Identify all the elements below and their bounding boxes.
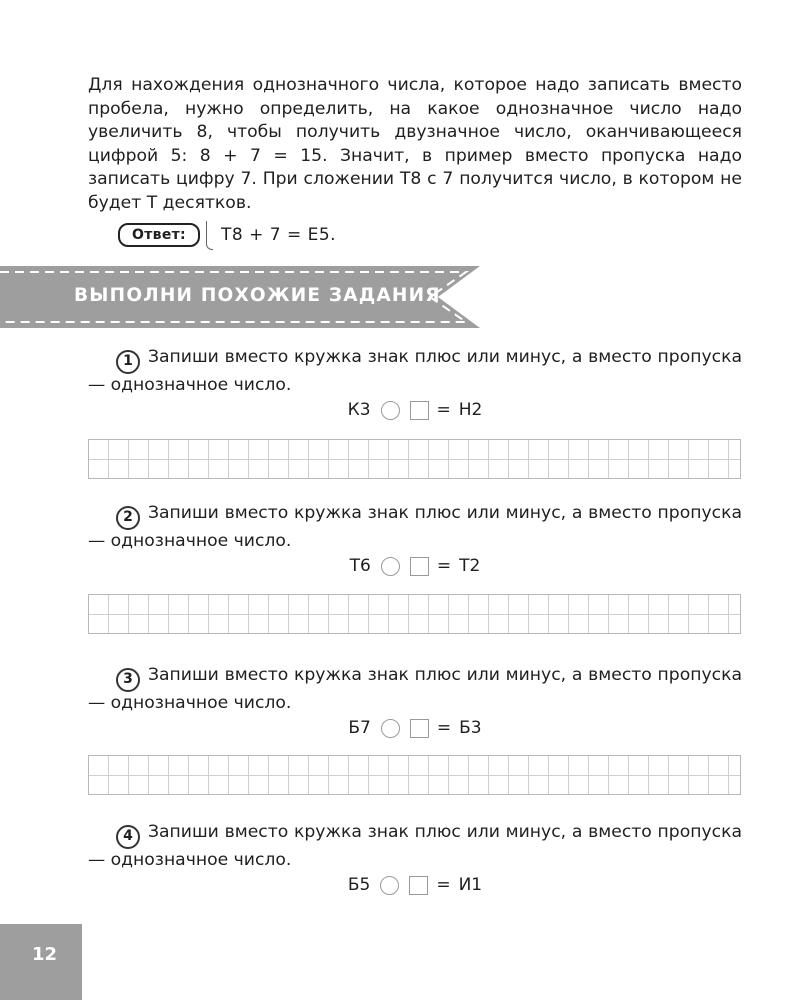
equation-right: Б3 (459, 718, 482, 738)
task-instruction: Запиши вместо кружка знак плюс или минус, а вместо пропуска — однозначное число. (88, 347, 742, 395)
answer-text: Т8 + 7 = Е5. (221, 225, 337, 245)
page-number: 12 (32, 944, 58, 965)
digit-box[interactable] (410, 401, 429, 420)
equals-sign: = (436, 718, 452, 738)
task-2-grid[interactable] (88, 594, 741, 634)
answer-label: Ответ: (118, 223, 200, 247)
answer-row (118, 222, 336, 248)
equation-left: Б7 (348, 718, 371, 738)
task-3 (88, 664, 742, 738)
digit-box[interactable] (409, 876, 428, 895)
task-2-equation (88, 556, 742, 576)
equals-sign: = (436, 556, 452, 576)
sign-circle[interactable] (380, 876, 399, 895)
equals-sign: = (436, 875, 451, 895)
task-number-badge: 2 (116, 506, 140, 530)
task-1-text (88, 346, 742, 397)
equation-left: Б5 (347, 875, 371, 895)
task-1-equation (88, 400, 742, 420)
task-instruction: Запиши вместо кружка знак плюс или минус, а вместо пропуска — однозначное число. (88, 503, 742, 551)
task-4-equation (88, 875, 742, 895)
task-number-badge: 3 (116, 668, 140, 692)
equation-left: К3 (347, 400, 371, 420)
section-banner (0, 266, 480, 328)
task-2 (88, 502, 742, 576)
task-1-grid[interactable] (88, 439, 741, 479)
intro-paragraph: Для нахождения однозначного числа, которое надо записать вместо пробела, нужно определить, на какое однозначное число надо увеличить 8, чтобы получить двузначное число, оканчивающееся цифрой 5: 8 + 7 = 15. Значит, в пример вместо пропуска надо записать цифру 7. При сложении Т8 с 7 получится число, в котором не будет Т десятков. (88, 75, 742, 213)
digit-box[interactable] (410, 719, 429, 738)
page-number-tab (0, 924, 82, 1000)
task-number-badge: 1 (116, 350, 140, 374)
equation-right: Н2 (458, 400, 483, 420)
task-3-text (88, 664, 742, 715)
equation-right: Т2 (459, 556, 481, 576)
banner-title: ВЫПОЛНИ ПОХОЖИЕ ЗАДАНИЯ (74, 285, 441, 306)
task-3-equation (88, 718, 742, 738)
intro-text (88, 74, 742, 216)
digit-box[interactable] (410, 557, 429, 576)
equation-left: Т6 (349, 556, 371, 576)
equation-right: И1 (458, 875, 483, 895)
task-4-text (88, 821, 742, 872)
task-3-grid[interactable] (88, 755, 741, 795)
task-instruction: Запиши вместо кружка знак плюс или минус, а вместо пропуска — однозначное число. (88, 822, 742, 870)
task-2-text (88, 502, 742, 553)
task-1 (88, 346, 742, 420)
sign-circle[interactable] (381, 401, 400, 420)
sign-circle[interactable] (381, 557, 400, 576)
task-4 (88, 821, 742, 895)
task-instruction: Запиши вместо кружка знак плюс или минус, а вместо пропуска — однозначное число. (88, 665, 742, 713)
sign-circle[interactable] (381, 719, 400, 738)
equals-sign: = (436, 400, 451, 420)
task-number-badge: 4 (116, 825, 140, 849)
answer-bracket (206, 221, 213, 250)
